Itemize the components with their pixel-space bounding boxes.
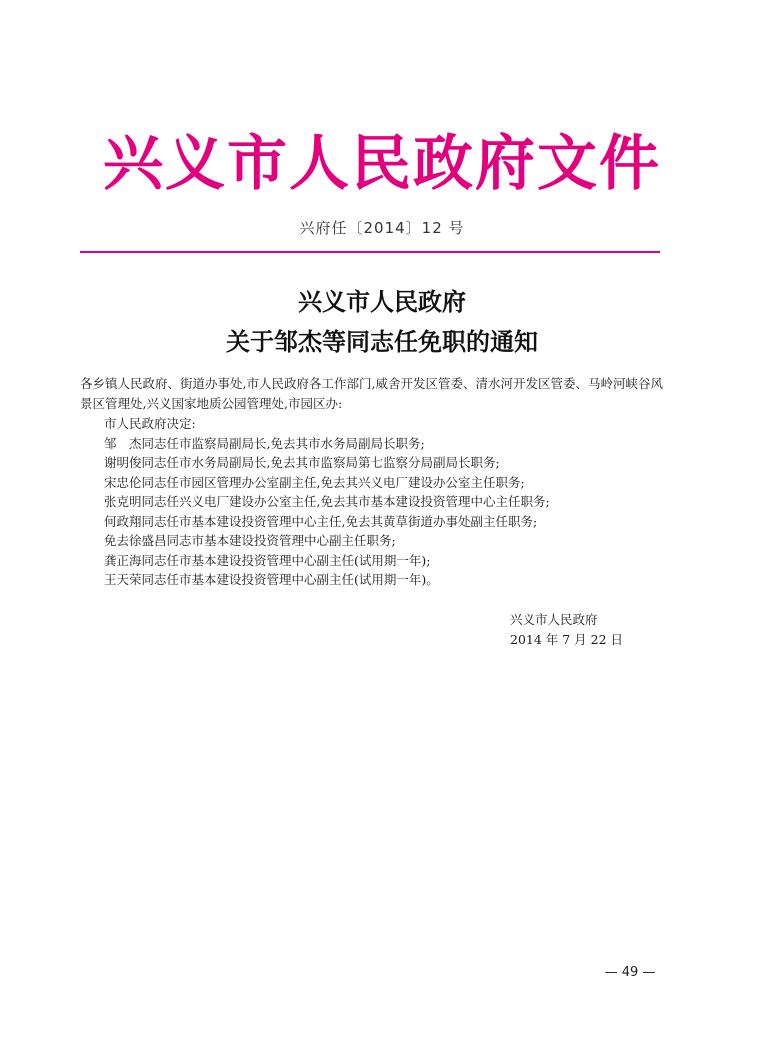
decision-item: 王天荣同志任市基本建设投资管理中心副主任(试用期一年)。 <box>104 572 439 587</box>
document-number: 兴府任〔2014〕12 号 <box>299 219 465 237</box>
decision-item: 邹 杰同志任市监察局副局长,免去其市水务局副局长职务; <box>104 435 425 451</box>
decision-item: 张克明同志任兴义电厂建设办公室主任,免去其市基本建设投资管理中心主任职务; <box>104 494 550 509</box>
decision-item: 龚正海同志任市基本建设投资管理中心副主任(试用期一年); <box>104 552 431 568</box>
decision-item: 宋忠伦同志任市园区管理办公室副主任,免去其兴义电厂建设办公室主任职务; <box>104 474 525 490</box>
decision-item: 免去徐盛昌同志市基本建设投资管理中心副主任职务; <box>104 533 396 548</box>
header-divider <box>80 251 660 253</box>
document-header-title: 兴义市人民政府文件 <box>103 129 661 199</box>
signature-date: 2014 年 7 月 22 日 <box>510 632 624 647</box>
notice-title-line2: 关于邹杰等同志任免职的通知 <box>226 327 538 356</box>
signature-block <box>480 610 640 650</box>
decision-intro: 市人民政府决定: <box>104 416 196 431</box>
decision-item: 谢明俊同志任市水务局副局长,免去其市监察局第七监察分局副局长职务; <box>104 455 500 470</box>
signature-org: 兴义市人民政府 <box>510 612 598 627</box>
addressee-paragraph: 各乡镇人民政府、街道办事处,市人民政府各工作部门,威舍开发区管委、清水河开发区管委、马岭河峡谷风景区管理处,兴义国家地质公园管理处,市园区办: <box>80 376 663 411</box>
decision-list <box>104 414 670 590</box>
page-number: — 49 — <box>604 965 656 980</box>
decision-item: 何政翔同志任市基本建设投资管理中心主任,免去其黄草街道办事处副主任职务; <box>104 513 538 529</box>
notice-title-line1: 兴义市人民政府 <box>298 287 466 316</box>
